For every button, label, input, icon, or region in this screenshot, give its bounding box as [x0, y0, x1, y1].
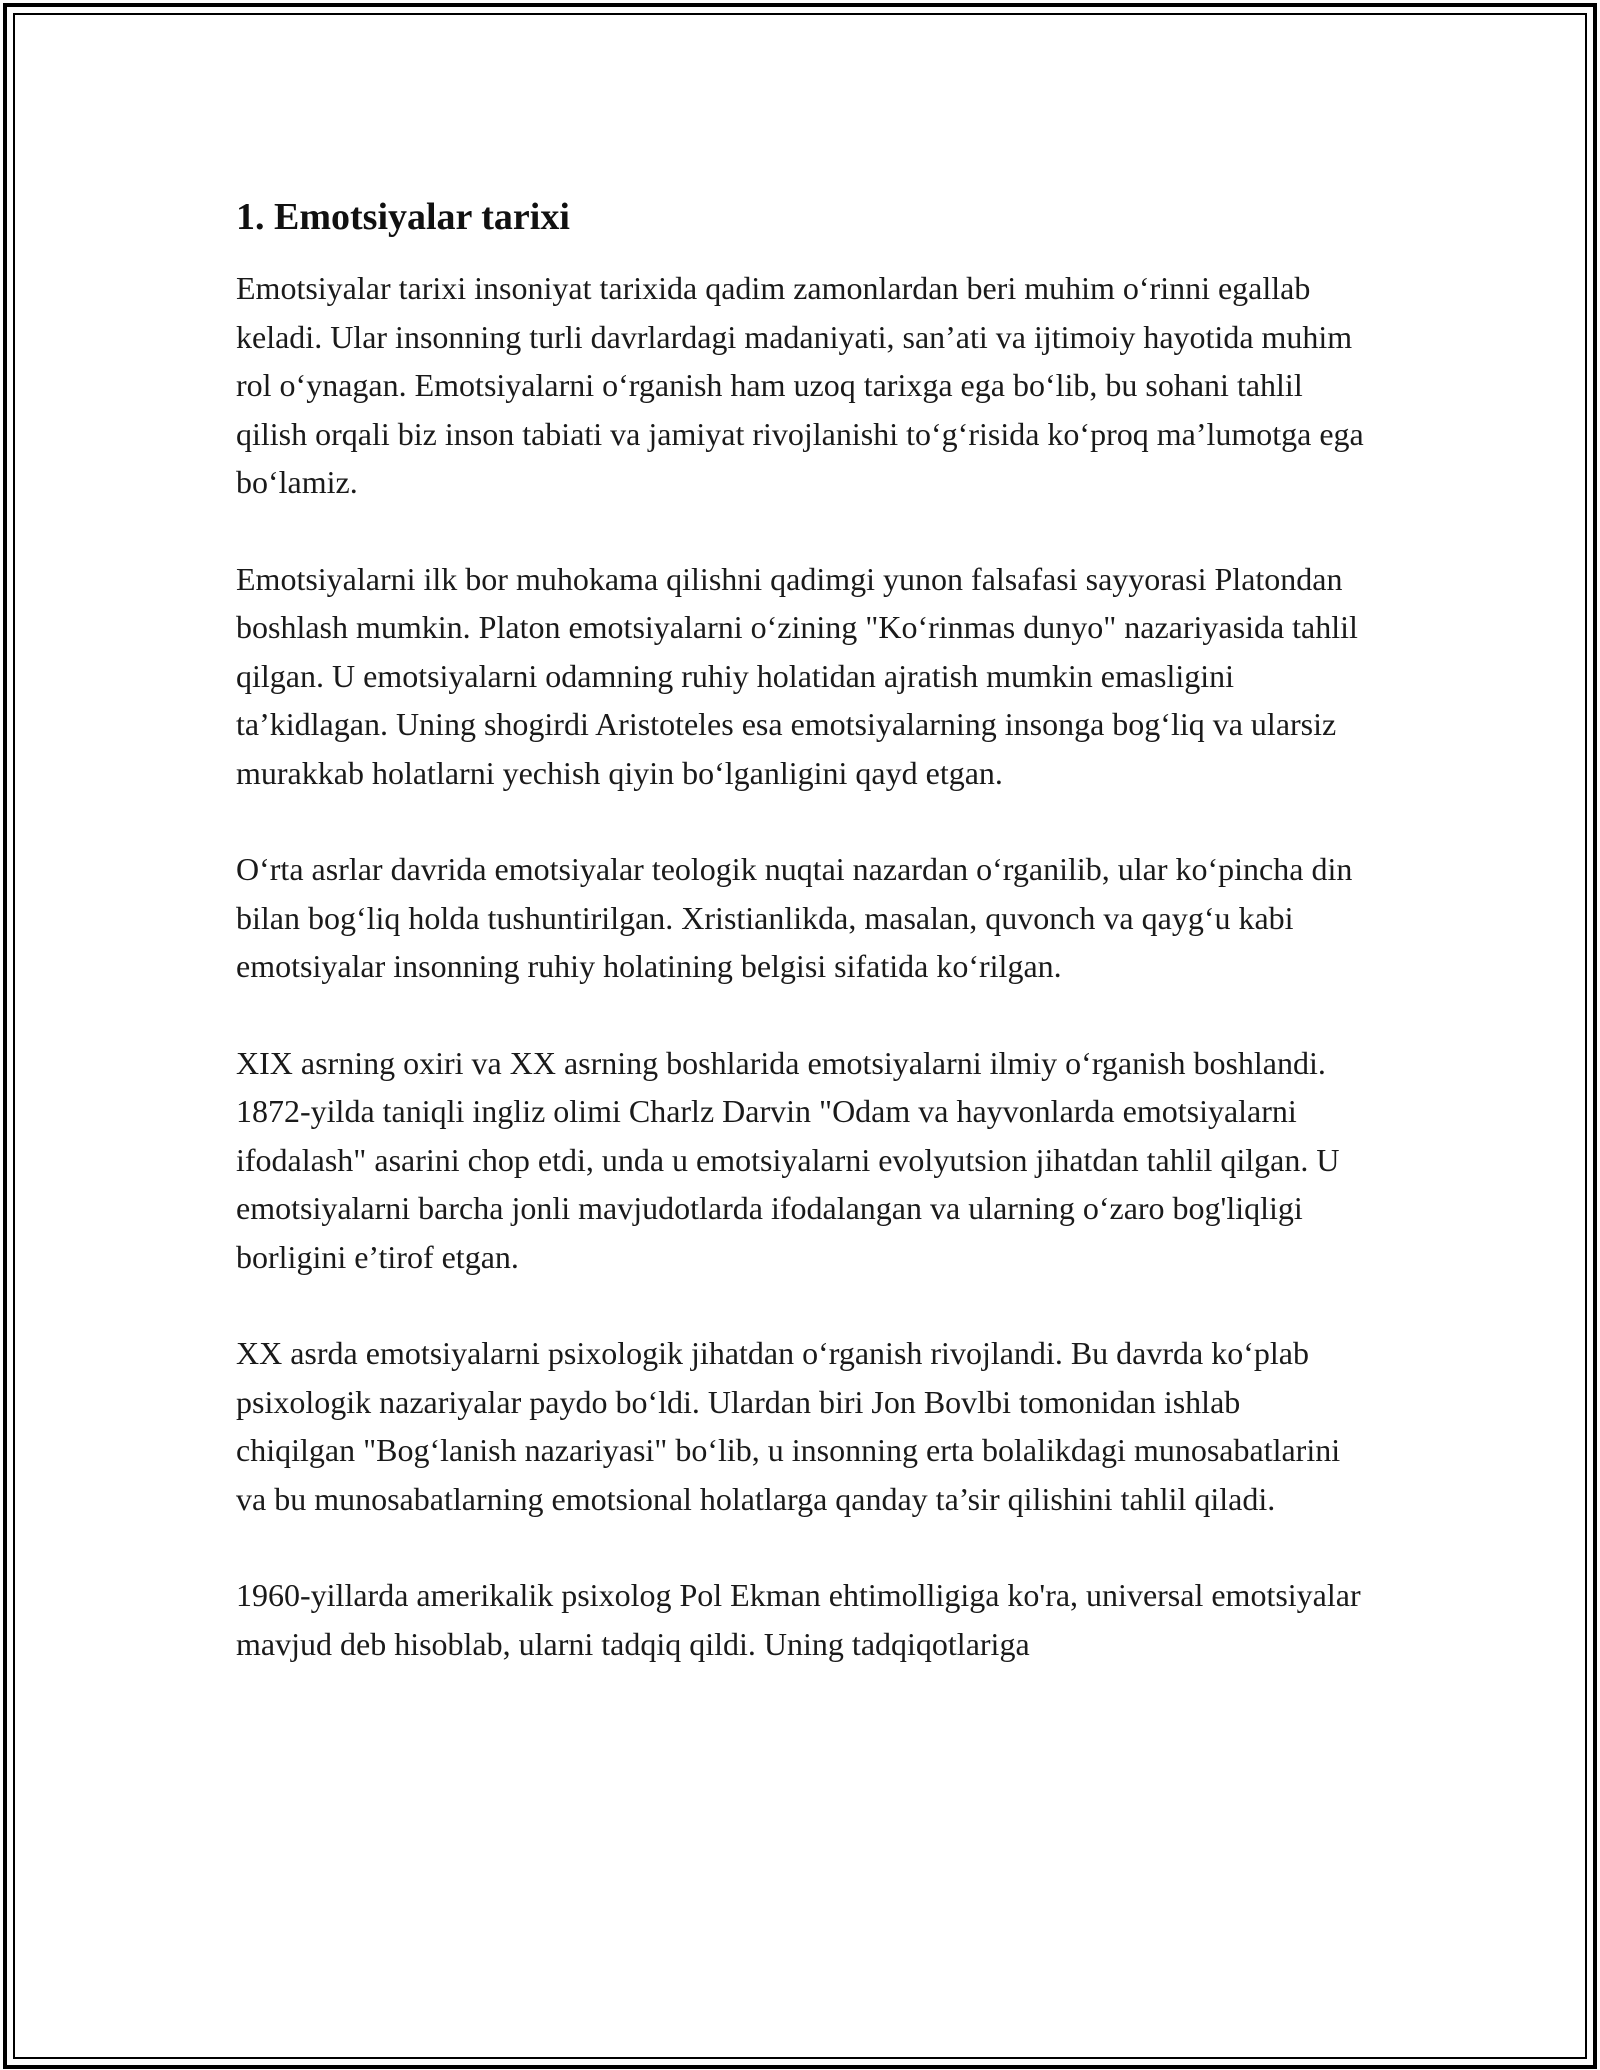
paragraph-3: O‘rta asrlar davrida emotsiyalar teologik nuqtai nazardan o‘rganilib, ular ko‘pincha din bilan bog‘liq holda tushuntirilgan. Xristianlikda, masalan, quvonch va qayg‘u kabi emotsiyalar insonning ruhiy holatining belgisi sifatida ko‘rilgan.: [236, 851, 1353, 984]
paragraph-4: XIX asrning oxiri va XX asrning boshlarida emotsiyalarni ilmiy o‘rganish boshlandi. 1872-yilda taniqli ingliz olimi Charlz Darvin "Odam va hayvonlarda emotsiyalarni ifodalash" asarini chop etdi, unda u emotsiyalarni evolyutsion jihatdan tahlil qilgan. U emotsiyalarni barcha jonli mavjudotlarda ifodalangan va ularning o‘zaro bog'liqligi borligini e’tirof etgan.: [236, 1044, 1340, 1275]
paragraph-1: Emotsiyalar tarixi insoniyat tarixida qadim zamonlardan beri muhim o‘rinni egallab keladi. Ular insonning turli davrlardagi madaniyati, san’ati va ijtimoiy hayotida muhim rol o‘ynagan. Emotsiyalarni o‘rganish ham uzoq tarixga ega bo‘lib, bu sohani tahlil qilish orqali biz inson tabiati va jamiyat rivojlanishi to‘g‘risida ko‘proq ma’lumotga ega bo‘lamiz.: [236, 270, 1364, 500]
paragraph-2: Emotsiyalarni ilk bor muhokama qilishni qadimgi yunon falsafasi sayyorasi Platondan boshlash mumkin. Platon emotsiyalarni o‘zining "Ko‘rinmas dunyo" nazariyasida tahlil qilgan. U emotsiyalarni odamning ruhiy holatidan ajratish mumkin emasligini ta’kidlagan. Uning shogirdi Aristoteles esa emotsiyalarning insonga bog‘liq va ularsiz murakkab holatlarni yechish qiyin bo‘lganligini qayd etgan.: [236, 560, 1358, 791]
document-body: [236, 180, 1366, 1716]
paragraph-6: 1960-yillarda amerikalik psixolog Pol Ekman ehtimolligiga ko'ra, universal emotsiyalar mavjud deb hisoblab, ularni tadqiq qildi. Uning tadqiqotlariga: [236, 1577, 1361, 1662]
paragraph-5: XX asrda emotsiyalarni psixologik jihatdan o‘rganish rivojlandi. Bu davrda ko‘plab psixologik nazariyalar paydo bo‘ldi. Ulardan biri Jon Bovlbi tomonidan ishlab chiqilgan "Bog‘lanish nazariyasi" bo‘lib, u insonning erta bolalikdagi munosabatlarini va bu munosabatlarning emotsional holatlarga qanday ta’sir qilishini tahlil qiladi.: [236, 1335, 1341, 1517]
section-heading: 1. Emotsiyalar tarixi: [236, 196, 570, 238]
